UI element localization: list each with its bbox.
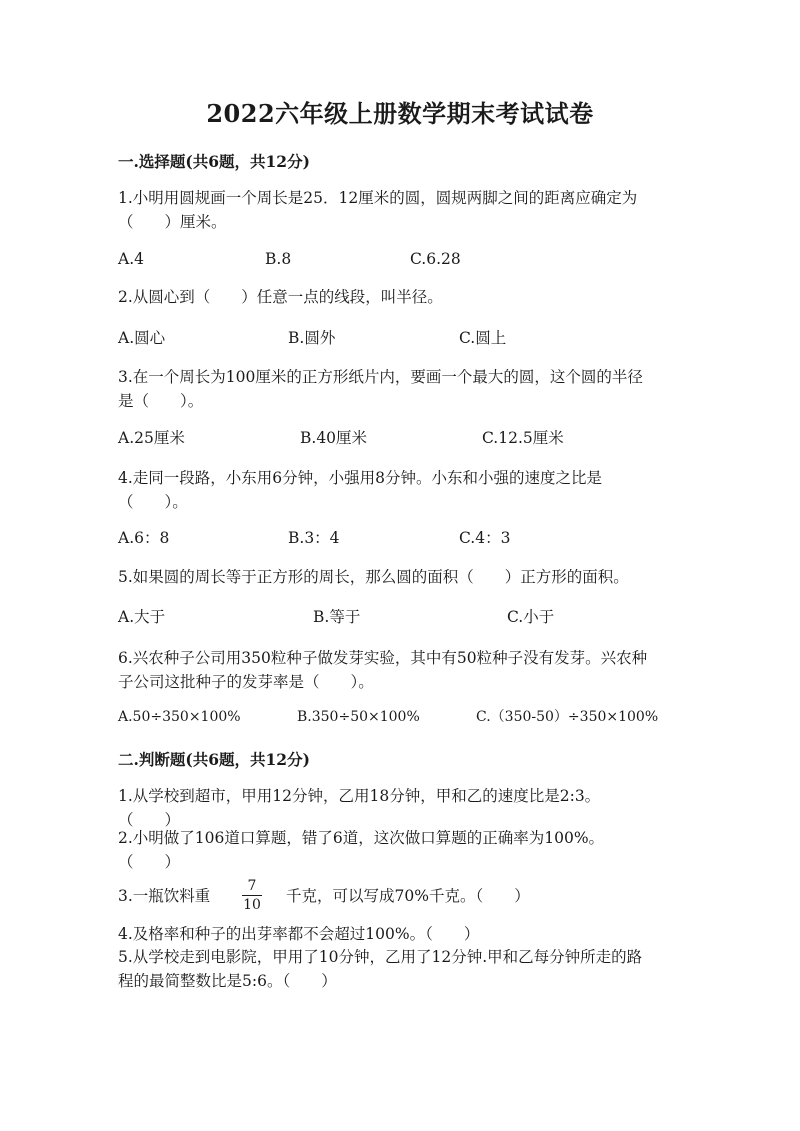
option-c: C.6.28 [410, 250, 461, 268]
question-text: 千克，可以写成70%千克。（ ） [286, 887, 530, 905]
question-6 [118, 646, 688, 694]
judgement-1 [118, 784, 688, 832]
judgement-3 [118, 878, 688, 913]
question-2 [118, 285, 688, 309]
question-3 [118, 365, 688, 413]
question-text: 4.走同一段路，小东用6分钟，小强用8分钟。小东和小强的速度之比是 [118, 469, 603, 487]
section-heading-judgement: 二.判断题(共6题，共12分) [118, 750, 310, 769]
options-1 [118, 248, 718, 270]
option-a: A.大于 [118, 608, 166, 626]
question-text: 是（ ）。 [118, 392, 204, 410]
options-3 [118, 427, 718, 449]
question-text: （ ）。 [118, 493, 188, 511]
option-a: A.圆心 [118, 329, 166, 347]
option-b: B.等于 [313, 608, 361, 626]
fraction-numerator: 7 [247, 878, 257, 894]
option-c: C.12.5厘米 [482, 429, 564, 447]
option-b: B.8 [265, 250, 292, 268]
question-text: 1.从学校到超市，甲用12分钟，乙用18分钟，甲和乙的速度比是2:3。 [118, 787, 601, 805]
judgement-4 [118, 922, 688, 946]
option-c: C.（350-50）÷350×100% [476, 709, 659, 725]
option-a: A.4 [118, 250, 144, 268]
options-4 [118, 527, 718, 549]
fraction [242, 878, 262, 913]
question-text: 4.及格率和种子的出芽率都不会超过100%。（ ） [118, 925, 480, 943]
question-text: 程的最简整数比是5:6。（ ） [118, 972, 337, 990]
question-text: 6.兴农种子公司用350粒种子做发芽实验，其中有50粒种子没有发芽。兴农种 [118, 649, 648, 667]
option-c: C.小于 [507, 608, 555, 626]
question-text: （ ） [118, 853, 181, 871]
question-text: （ ） [118, 811, 181, 829]
options-6 [118, 706, 718, 728]
question-text: 3.在一个周长为100厘米的正方形纸片内，要画一个最大的圆，这个圆的半径 [118, 368, 643, 386]
fraction-denominator: 10 [243, 897, 261, 913]
options-5 [118, 606, 718, 628]
question-text: 2.从圆心到（ ）任意一点的线段，叫半径。 [118, 288, 443, 306]
question-text: （ ）厘米。 [118, 213, 227, 231]
option-c: C.圆上 [459, 329, 507, 347]
option-a: A.6：8 [118, 529, 170, 547]
judgement-5 [118, 945, 688, 993]
question-text: 5.如果圆的周长等于正方形的周长，那么圆的面积（ ）正方形的面积。 [118, 568, 629, 586]
option-a: A.50÷350×100% [118, 709, 241, 725]
section-heading-choice: 一.选择题(共6题，共12分) [118, 152, 310, 171]
question-text: 5.从学校走到电影院，甲用了10分钟，乙用了12分钟.甲和乙每分钟所走的路 [118, 948, 643, 966]
question-text: 3.一瓶饮料重 [118, 887, 211, 905]
question-5 [118, 565, 688, 589]
option-b: B.圆外 [288, 329, 336, 347]
option-c: C.4：3 [459, 529, 511, 547]
options-2 [118, 327, 718, 349]
option-a: A.25厘米 [118, 429, 185, 447]
page-title: 2022六年级上册数学期末考试试卷 [206, 99, 594, 128]
question-text: 1.小明用圆规画一个周长是25．12厘米的圆，圆规两脚之间的距离应确定为 [118, 189, 638, 207]
option-b: B.3：4 [288, 529, 340, 547]
option-b: B.350÷50×100% [297, 709, 420, 725]
option-b: B.40厘米 [300, 429, 368, 447]
judgement-2 [118, 826, 688, 874]
question-text: 子公司这批种子的发芽率是（ ）。 [118, 673, 374, 691]
question-4 [118, 466, 688, 514]
question-text: 2.小明做了106道口算题，错了6道，这次做口算题的正确率为100%。 [118, 829, 605, 847]
fraction-bar [242, 895, 262, 896]
question-1 [118, 186, 688, 234]
